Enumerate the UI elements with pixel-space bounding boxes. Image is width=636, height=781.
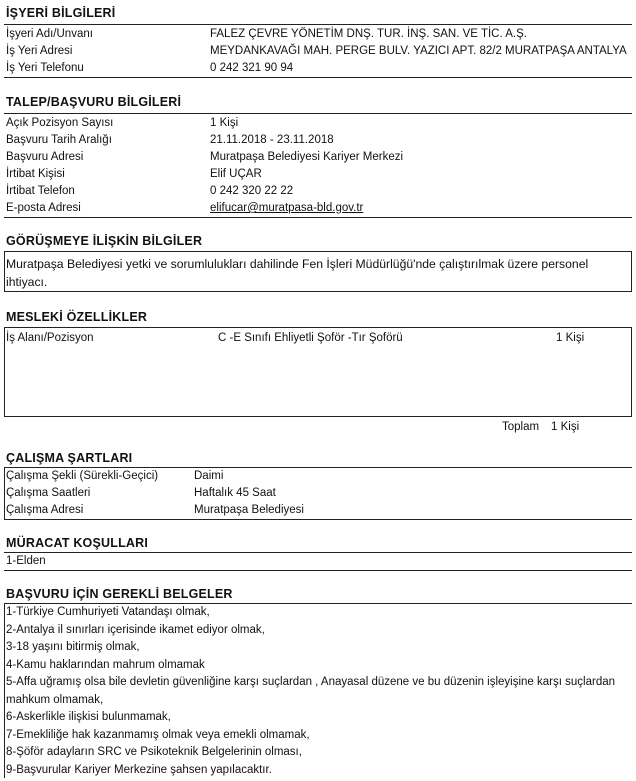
field-value: Muratpaşa Belediyesi <box>194 504 304 516</box>
info-row <box>6 132 630 148</box>
list-item: 5-Affa uğramış olsa bile devletin güvenliğine karşı suçlardan , Anayasal düzene ve bu düzenin işleyişine karşı suçlardan mahkum olmamak, <box>6 676 616 706</box>
email-link[interactable]: elifucar@muratpasa-bld.gov.tr <box>210 202 364 214</box>
divider <box>4 77 632 78</box>
info-row <box>6 468 630 484</box>
muracat-text: 1-Elden <box>6 555 46 567</box>
field-label: Çalışma Adresi <box>6 504 84 516</box>
field-value: FALEZ ÇEVRE YÖNETİM DNŞ. TUR. İNŞ. SAN. VE TİC. A.Ş. <box>210 28 527 40</box>
section-title-muracat: MÜRACAT KOŞULLARI <box>6 536 149 550</box>
info-row <box>6 502 630 518</box>
section-title-mesleki: MESLEKİ ÖZELLİKLER <box>6 310 148 324</box>
field-value: 0 242 320 22 22 <box>210 185 294 197</box>
section-title-calisma: ÇALIŞMA ŞARTLARI <box>6 451 133 465</box>
info-row <box>6 149 630 165</box>
divider <box>4 467 5 519</box>
section-title-talep: TALEP/BAŞVURU BİLGİLERİ <box>6 95 182 109</box>
field-label: Başvuru Tarih Aralığı <box>6 134 112 146</box>
divider <box>4 519 632 520</box>
field-label: Açık Pozisyon Sayısı <box>6 117 114 129</box>
list-item: 2-Antalya il sınırları içerisinde ikamet ediyor olmak, <box>6 623 265 636</box>
divider <box>4 113 632 114</box>
info-row <box>6 183 630 199</box>
info-row <box>6 115 630 131</box>
list-item: 9-Başvurular Kariyer Merkezine şahsen yapılacaktır. <box>6 763 272 776</box>
field-label: İrtibat Kişisi <box>6 168 65 180</box>
field-label: Çalışma Saatleri <box>6 487 91 499</box>
field-value: MEYDANKAVAĞI MAH. PERGE BULV. YAZICI APT. 82/2 MURATPAŞA ANTALYA <box>210 45 627 57</box>
field-value: Muratpaşa Belediyesi Kariyer Merkezi <box>210 151 404 163</box>
info-row <box>6 26 630 42</box>
list-item: 4-Kamu haklarından mahrum olmamak <box>6 658 205 671</box>
position-label: İş Alanı/Pozisyon <box>6 332 94 344</box>
list-item: 8-Şöför adayların SRC ve Psikoteknik Belgelerinin olması, <box>6 746 302 758</box>
field-value: 0 242 321 90 94 <box>210 62 294 74</box>
section-title-belgeler: BAŞVURU İÇİN GEREKLİ BELGELER <box>6 587 233 601</box>
field-value: 21.11.2018 - 23.11.2018 <box>210 134 334 146</box>
info-row <box>6 200 630 216</box>
total-label: Toplam <box>502 421 540 433</box>
field-label: E-posta Adresi <box>6 202 81 214</box>
list-item: 1-Türkiye Cumhuriyeti Vatandaşı olmak, <box>6 606 210 618</box>
total-count: 1 Kişi <box>551 421 580 433</box>
requirements-list <box>6 604 630 779</box>
field-label: İş Yeri Telefonu <box>6 62 84 74</box>
field-value: Elif UÇAR <box>210 168 262 180</box>
position-count: 1 Kişi <box>556 332 585 344</box>
field-label: İşyeri Adı/Unvanı <box>6 28 93 40</box>
list-item: 3-18 yaşını bitirmiş olmak, <box>6 641 140 653</box>
info-row <box>6 485 630 501</box>
section-title-gorusme: GÖRÜŞMEYE İLİŞKİN BİLGİLER <box>6 234 203 248</box>
info-row <box>6 43 630 59</box>
info-row <box>6 60 630 76</box>
field-value: 1 Kişi <box>210 117 239 129</box>
info-row <box>6 166 630 182</box>
divider <box>4 24 632 25</box>
field-value: Daimi <box>194 470 224 482</box>
gorusme-text: Muratpaşa Belediyesi yetki ve sorumlulukları dahilinde Fen İşleri Müdürlüğü'nde çalıştırılmak üzere personel ihtiyacı. <box>6 257 589 289</box>
divider <box>4 603 5 778</box>
divider <box>4 570 632 571</box>
field-label: Başvuru Adresi <box>6 151 84 163</box>
section-title-isyeri: İŞYERİ BİLGİLERİ <box>6 6 116 20</box>
total-row <box>6 419 630 435</box>
position-name: C -E Sınıfı Ehliyetli Şoför -Tır Şoförü <box>218 332 403 344</box>
field-label: İrtibat Telefon <box>6 185 75 197</box>
list-item: 7-Emekliliğe hak kazanmamış olmak veya emekli olmamak, <box>6 728 310 741</box>
field-label: İş Yeri Adresi <box>6 45 73 57</box>
position-row <box>6 330 630 346</box>
divider <box>4 217 632 218</box>
list-item: 6-Askerlikle ilişkisi bulunmamak, <box>6 711 171 723</box>
field-label: Çalışma Şekli (Sürekli-Geçici) <box>6 470 159 482</box>
field-value: Haftalık 45 Saat <box>194 487 276 499</box>
